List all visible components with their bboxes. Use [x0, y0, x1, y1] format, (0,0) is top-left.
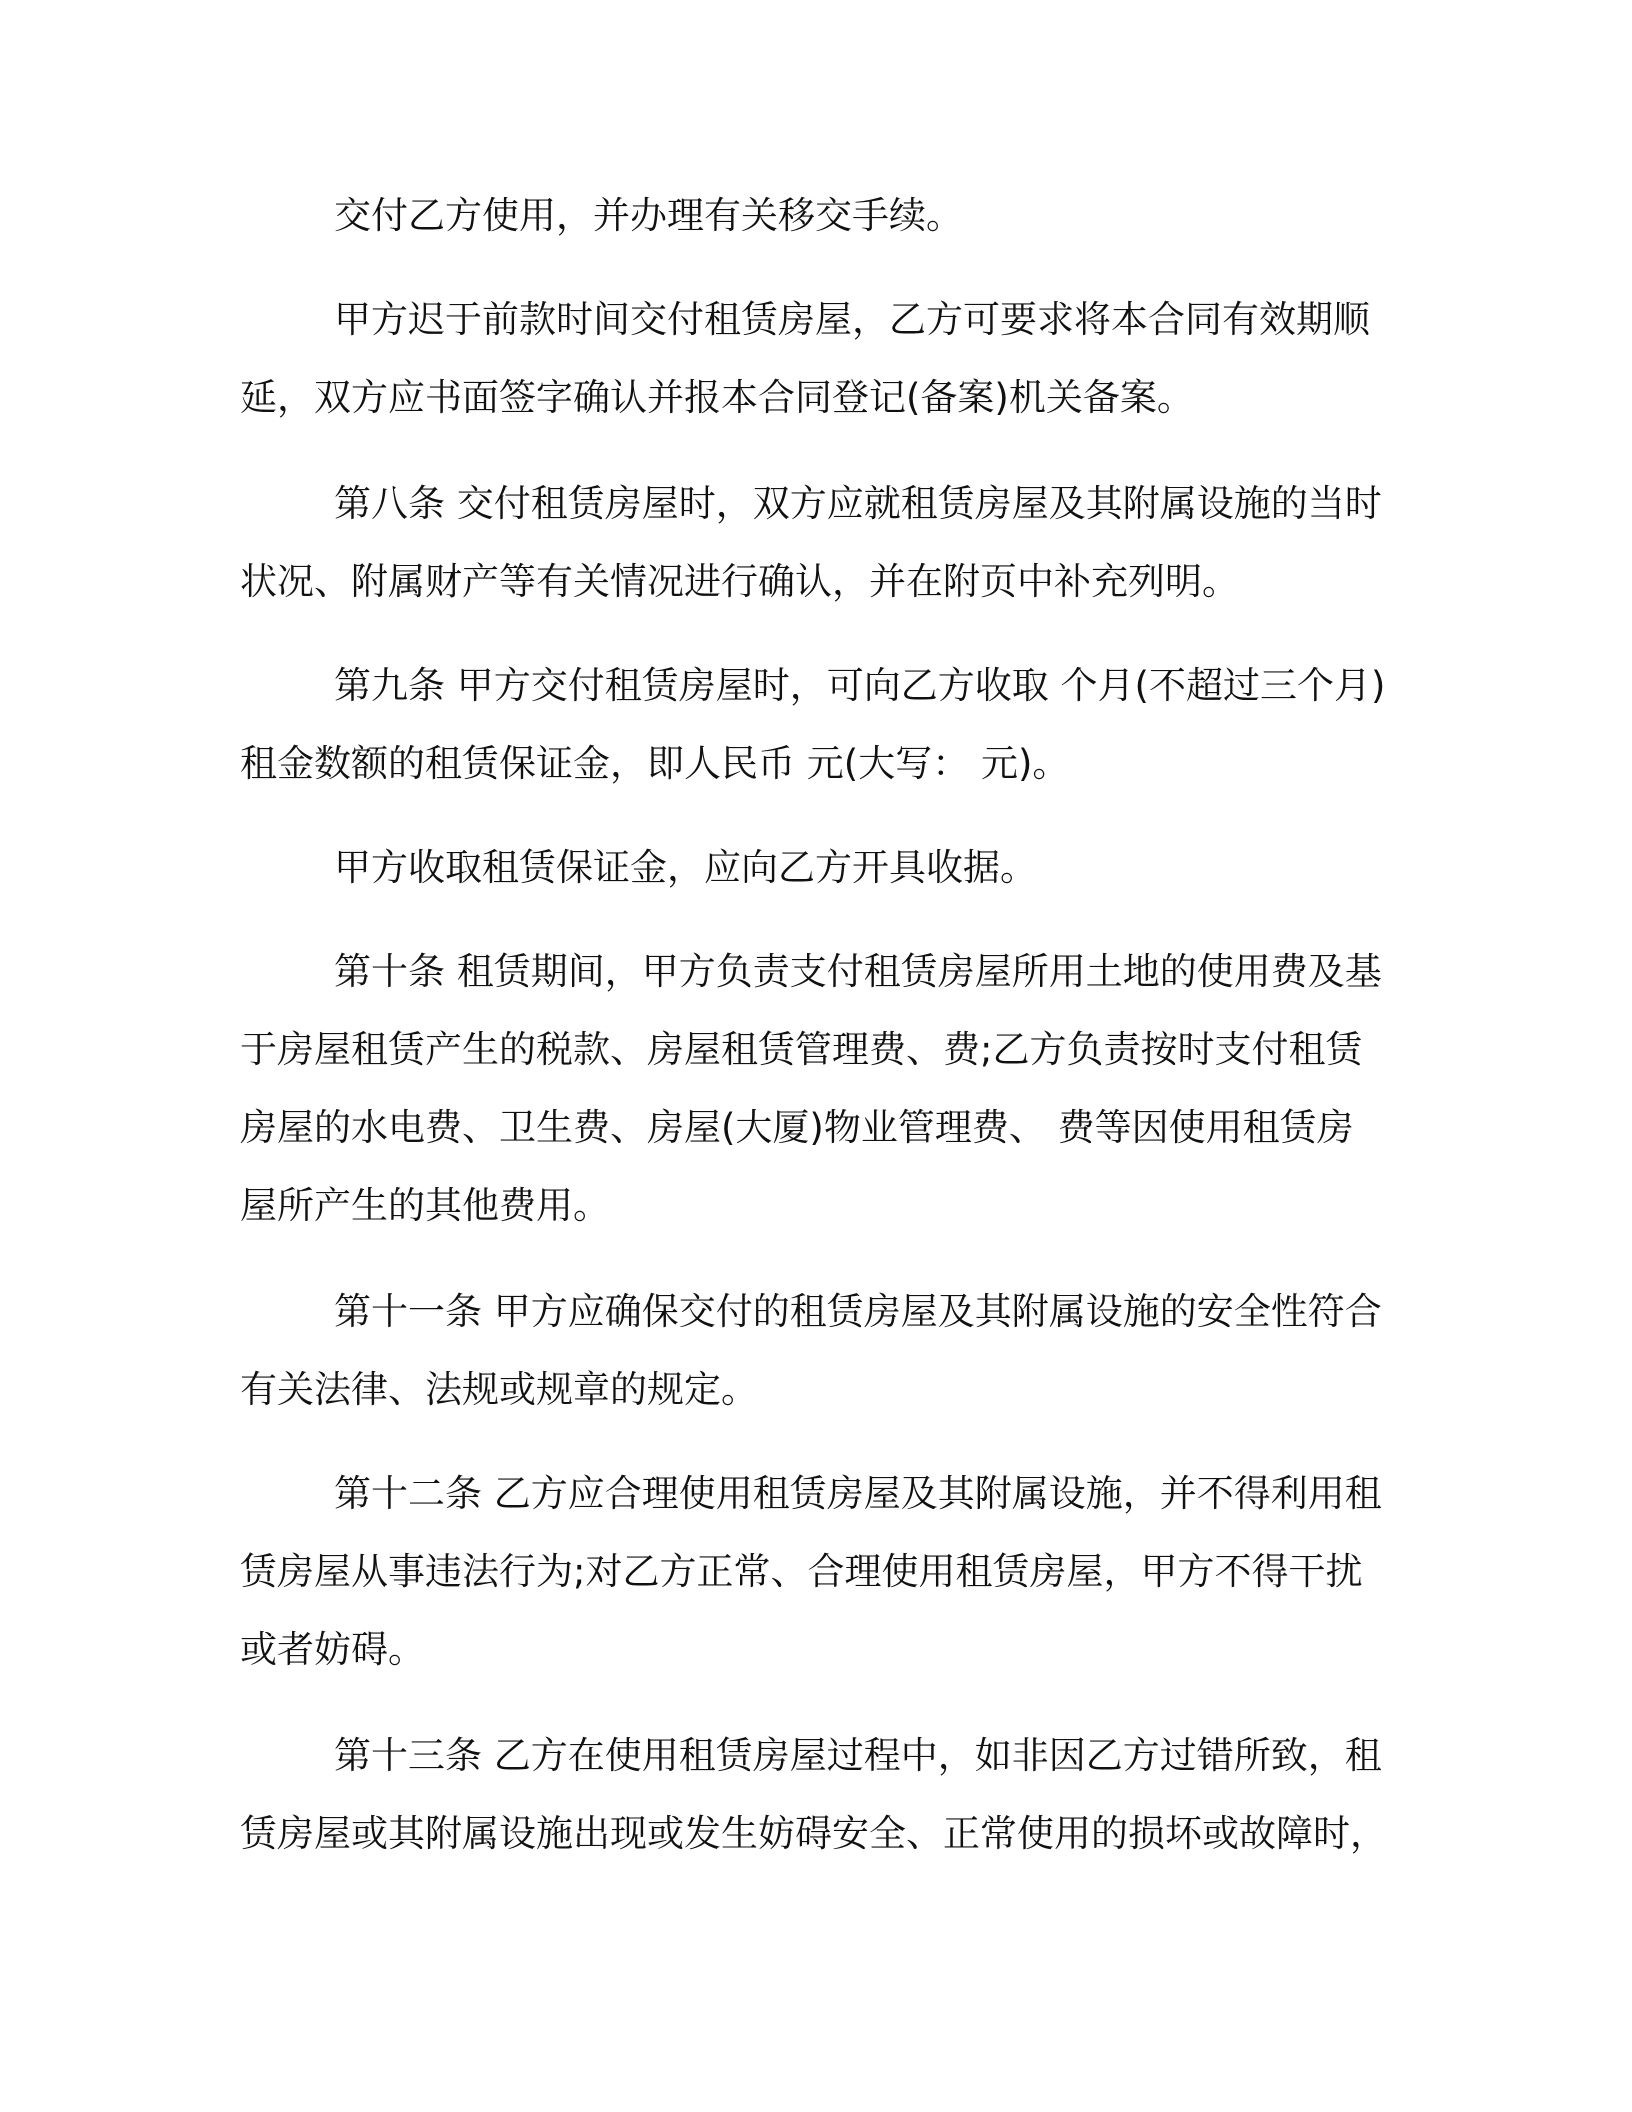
text-line: 有关法律、法规或规章的规定。 — [240, 1368, 758, 1411]
text-line: 甲方迟于前款时间交付租赁房屋，乙方可要求将本合同有效期顺 — [334, 298, 1370, 341]
text-line: 赁房屋或其附属设施出现或发生妨碍安全、正常使用的损坏或故障时， — [240, 1812, 1387, 1855]
text-line: 第九条 甲方交付租赁房屋时，可向乙方收取 个月(不超过三个月) — [334, 664, 1386, 707]
text-line: 房屋的水电费、卫生费、房屋(大厦)物业管理费、 费等因使用租赁房 — [240, 1106, 1354, 1149]
text-line: 甲方收取租赁保证金，应向乙方开具收据。 — [334, 846, 1037, 889]
text-line: 或者妨碍。 — [240, 1628, 425, 1671]
text-line: 租金数额的租赁保证金，即人民币 元(大写： 元)。 — [240, 742, 1070, 785]
text-line: 第十条 租赁期间，甲方负责支付租赁房屋所用土地的使用费及基 — [334, 950, 1382, 993]
text-line: 于房屋租赁产生的税款、房屋租赁管理费、费;乙方负责按时支付租赁 — [240, 1028, 1363, 1071]
text-line: 第十三条 乙方在使用租赁房屋过程中，如非因乙方过错所致，租 — [334, 1734, 1382, 1777]
text-line: 屋所产生的其他费用。 — [240, 1184, 610, 1227]
text-line: 交付乙方使用，并办理有关移交手续。 — [334, 194, 963, 237]
text-line: 状况、附属财产等有关情况进行确认，并在附页中补充列明。 — [240, 560, 1239, 603]
text-line: 第十二条 乙方应合理使用租赁房屋及其附属设施，并不得利用租 — [334, 1472, 1382, 1515]
text-line: 第十一条 甲方应确保交付的租赁房屋及其附属设施的安全性符合 — [334, 1290, 1382, 1333]
text-line: 赁房屋从事违法行为;对乙方正常、合理使用租赁房屋，甲方不得干扰 — [240, 1550, 1363, 1593]
text-line: 延，双方应书面签字确认并报本合同登记(备案)机关备案。 — [240, 376, 1194, 419]
text-line: 第八条 交付租赁房屋时，双方应就租赁房屋及其附属设施的当时 — [334, 482, 1382, 525]
